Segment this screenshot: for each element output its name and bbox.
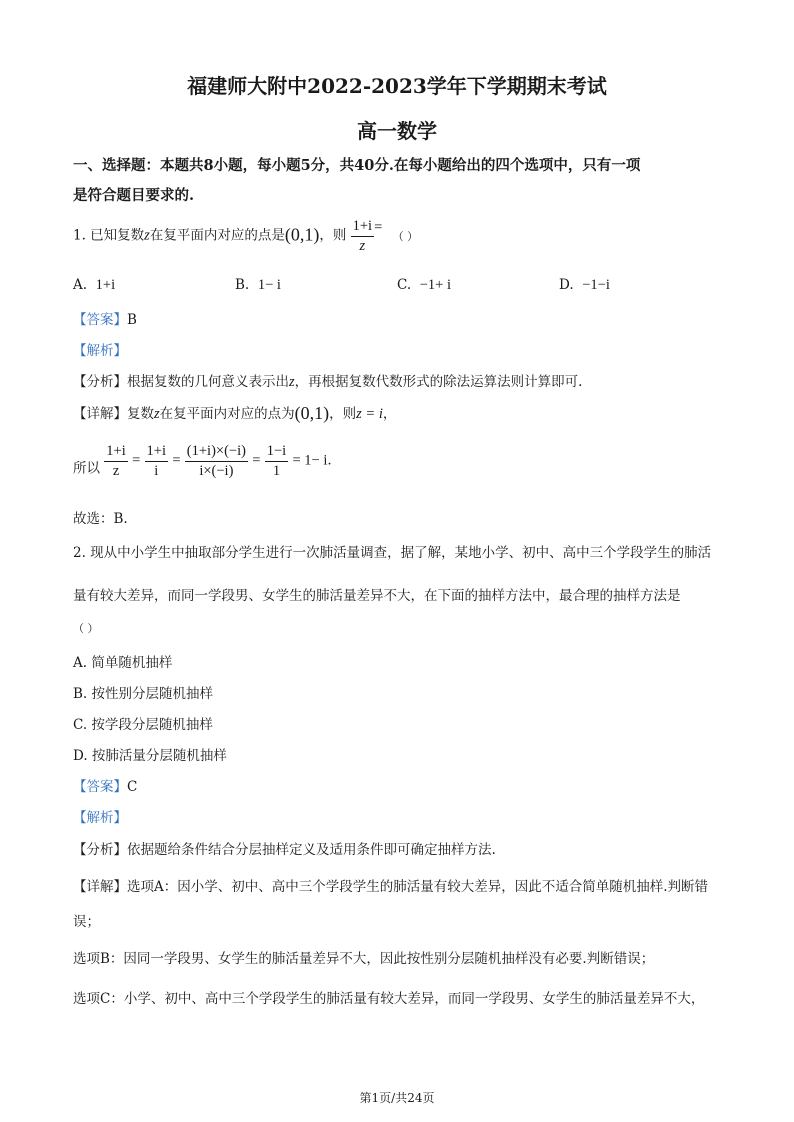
- question-1-option-a: A. 1+i: [73, 277, 116, 293]
- question-2-detail-b: 选项B：因同一学段男、女学生的肺活量差异不大，因此按性别分层随机抽样没有必要.判断错误；: [73, 951, 655, 967]
- question-1-analysis-tag: 【解析】: [73, 343, 127, 359]
- question-2-fenxi: 【分析】依据题给条件结合分层抽样定义及适用条件即可确定抽样方法.: [73, 842, 496, 858]
- question-2-detail-c: 选项C：小学、初中、高中三个学段学生的肺活量有较大差异，而同一学段男、女学生的肺活量差异不大，: [73, 991, 705, 1007]
- question-1-option-b: B. 1− i: [235, 277, 281, 293]
- eq-fraction-4: $\frac{1-i}{1}$: [266, 443, 287, 479]
- section-heading-line1: 一、选择题：本题共8小题，每小题5分，共40分.在每小题给出的四个选项中，只有一项: [73, 157, 641, 174]
- eq-fraction-1: $\frac{1+i}{z}$: [106, 443, 126, 479]
- eq-fraction-2: $\frac{1+i}{i}$: [146, 443, 167, 479]
- question-1-conclusion: 故选：B.: [73, 511, 128, 527]
- question-1-equation: 所以 $\frac{1+i}{z}$ = $\frac{1+i}{i}$ = $\frac{(1+i)\times(-i)}{i\times(-i)}$ = $\frac{1-i}{1}$ = 1− i.: [73, 443, 332, 479]
- question-1-fenxi: 【分析】根据复数的几何意义表示出z，再根据复数代数形式的除法运算法则计算即可.: [73, 374, 583, 390]
- question-1-detail: 【详解】复数z在复平面内对应的点为(0,1)，则z = i，: [73, 403, 397, 423]
- question-1-option-d: D. −1−i: [559, 277, 610, 293]
- exam-title: 福建师大附中2022-2023学年下学期期末考试: [187, 74, 607, 98]
- question-2-analysis-tag: 【解析】: [73, 810, 127, 826]
- question-1-fraction: $\frac{1+i}{z}$: [352, 218, 373, 254]
- question-2-detail-a: 【详解】选项A：因小学、初中、高中三个学段学生的肺活量有较大差异，因此不适合简单随机抽样.判断错: [73, 879, 709, 895]
- question-2-stem-line1: 2. 现从中小学生中抽取部分学生进行一次肺活量调查，据了解，某地小学、初中、高中三个学段学生的肺活: [73, 545, 712, 561]
- eq-fraction-3: $\frac{(1+i)\times(-i)}{i\times(-i)}$: [186, 443, 246, 479]
- question-2-paren: （ ）: [73, 622, 99, 635]
- question-2-stem-line2: 量有较大差异，而同一学段男、女学生的肺活量差异不大，在下面的抽样方法中，最合理的抽样方法是: [73, 588, 681, 604]
- question-2-option-b: B. 按性别分层随机抽样: [73, 686, 214, 702]
- page-number: 第1页/共24页: [359, 1091, 435, 1105]
- question-1-stem: 1. 已知复数z在复平面内对应的点是(0,1)，则 $\frac{1+i}{z}$ = （ ）: [73, 218, 419, 254]
- question-2-option-c: C. 按学段分层随机抽样: [73, 717, 213, 733]
- question-1-answer: 【答案】B: [73, 312, 137, 328]
- question-1-option-c: C. −1+ i: [397, 277, 451, 293]
- question-2-option-a: A. 简单随机抽样: [73, 655, 173, 671]
- exam-subtitle: 高一数学: [357, 119, 437, 143]
- question-2-answer: 【答案】C: [73, 779, 138, 795]
- section-heading-line2: 是符合题目要求的.: [73, 187, 195, 204]
- question-2-option-d: D. 按肺活量分层随机抽样: [73, 748, 227, 764]
- question-2-detail-a-cont: 误；: [73, 914, 100, 930]
